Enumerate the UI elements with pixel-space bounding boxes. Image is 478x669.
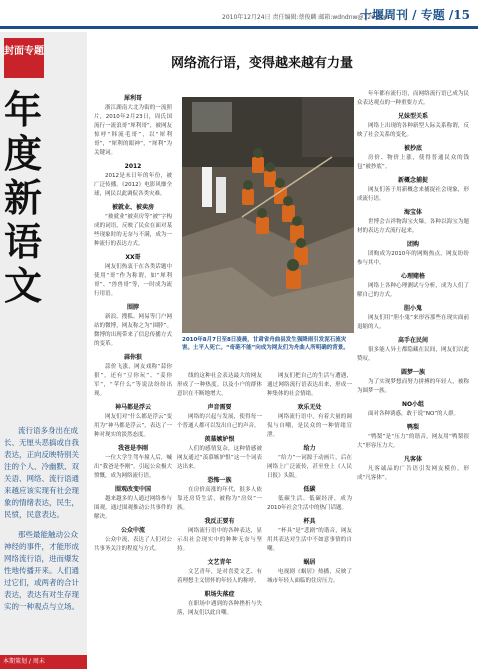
section-paragraph: 网友们善于用新概念来捕捉社会现象，形成流行语。	[357, 187, 469, 202]
section-paragraph: 在职场中遇到的各种挫折与失落，网友们以此自嘲。	[177, 601, 262, 616]
text-column-3	[267, 372, 352, 662]
section-tag: 封面专题	[4, 38, 44, 78]
section-heading: 被抄底	[403, 145, 422, 152]
section-paragraph: “鸭梨”是“压力”的谐音，网友用“鸭梨很大”形容压力大。	[357, 434, 469, 449]
section-paragraph: 在房价高涨的年代，很多人依靠还房贷生活，被称为“房奴”一族。	[177, 487, 262, 511]
section-paragraph: 很多能人异士都隐藏在民间，网友们以此赞叹。	[357, 347, 469, 362]
section-heading: 兄妹型关系	[397, 113, 428, 120]
text-column-2	[177, 372, 262, 662]
section-paragraph: 网络上出现的各种新型人际关系称谓，反映了社会关系的变化。	[357, 123, 469, 138]
text-column-4	[357, 90, 469, 665]
left-sidebar	[0, 32, 87, 669]
section-paragraph: 越来越多的人通过网络参与围观，通过围观推动公共事件的解决。	[94, 496, 172, 520]
section-heading: NO小组	[401, 401, 425, 408]
rescue-scene-image	[182, 97, 354, 333]
section-paragraph: 新浪、搜狐、网易等门户网站的微博，网友称之为“围脖”。微博的出现带来了信息传播方式的变革。	[94, 314, 172, 347]
section-heading: 心理赌格	[400, 273, 425, 280]
section-paragraph: “被就业”被卖房等“被”字构成的词语，反映了民众在面对某些现象时的无奈与不满，成为一种流行的表达方式。	[94, 214, 172, 247]
text-column-1	[94, 90, 172, 665]
section-heading: 给力	[303, 445, 316, 452]
intro-paragraph-1: 流行语多身出在成长、无厘头恶搞或自我表达，正向反映特别关注的个人、冷幽默、双关语、网络、流行语通来越应该实现有社会现象的情绪表达，民生，民愤，民意表达。	[4, 426, 79, 519]
section-heading: 职场失落症	[204, 591, 235, 598]
section-paragraph: 网络上各种心理测试与分析，成为人们了解自己的方式。	[357, 283, 469, 298]
news-photo	[182, 97, 354, 333]
section-heading: 海宝体	[403, 209, 422, 216]
section-paragraph: 网友们热衷于在各类话题中使用“哥”作为称谓，如“犀利哥”、“兽兽哥”等，一时成为流行用语。	[94, 264, 172, 297]
section-paragraph: 网络流行语中的各种表达，显示出社会现实中的种种无奈与坚持。	[177, 528, 262, 552]
section-paragraph: 线的这种社会表达最大的网友形成了一种热度。以及小户的群体意识在不断地增大。	[177, 373, 262, 397]
section-heading: 胆小鬼	[403, 305, 422, 312]
section-paragraph: 文艺青年，是对喜爱文艺、有着理想主义情怀的年轻人的称呼。	[177, 569, 262, 584]
section-heading: 恐怖一族	[207, 477, 232, 484]
section-paragraph: 低碳生活、低碳经济，成为2010年社会生活中的热门话题。	[267, 496, 352, 511]
photo-caption: 2010年8月7日至8日凌晨，甘肃省舟曲县发生强降雨引发泥石流灾害。土平人死亡。“奇葩不能”向成为网友们为舟曲人所明确的背景。	[182, 337, 349, 351]
big-title: 年度新语文	[4, 87, 43, 308]
section-heading: 蒜你狠	[123, 354, 142, 361]
section-paragraph: 公众中流，表达了人们对公共事务关注的程度与方式。	[94, 537, 172, 552]
section-heading: XX哥	[125, 254, 141, 261]
section-heading: 围观改变中国	[114, 486, 151, 493]
section-paragraph: 蒜价飞涨，网友戏称“蒜你狠”，还有“豆你玩”、“姜你军”，“苹什么”等说法纷纷出现。	[94, 364, 172, 397]
section-paragraph: 世博会吉祥物海宝火爆，各种以海宝为题材的表达方式流行起来。	[357, 219, 469, 234]
section-paragraph: 团购成为2010年的网购热点，网友纷纷参与其中。	[357, 251, 469, 266]
header-brand: 十堰周刊 / 专题 /15	[360, 8, 470, 22]
section-heading: 鸭梨	[406, 424, 419, 431]
section-heading: 凡客体	[403, 456, 422, 463]
section-heading: 围脖	[126, 304, 139, 311]
section-heading: 圆梦一族	[400, 369, 425, 376]
section-paragraph: 房价、物价上涨，使得普通民众的钱包“被抄底”。	[357, 155, 469, 170]
section-heading: 欢乐无处	[297, 404, 322, 411]
section-paragraph: 浙江湖南大北为街的一流照片，2010年2月23日，周氏国流行一流浪哥“犀利哥”，被网友惊呼“韩流毛哥”，以“犀利哥”，“犀利的眼神”，“犀利”为关键词。	[94, 105, 172, 156]
section-paragraph: 网友们对“什么都是浮云”变用为“神马都是浮云”，表达了一种对现实的淡然态度。	[94, 414, 172, 438]
section-heading: 文艺青年	[207, 559, 232, 566]
section-paragraph: 网络流行语中，有着大量的调侃与自嘲，是民众的一种情绪宣泄。	[267, 414, 352, 438]
section-heading: 神马都是浮云	[114, 404, 151, 411]
section-paragraph: 人们的感情复杂，这种情感被网友通过“羡慕嫉妒恨”这一个词表达出来。	[177, 446, 262, 470]
section-paragraph: “给力”一词源于动画片，后在网络上广泛流传，甚至登上《人民日报》头版。	[267, 455, 352, 479]
section-heading: 低碳	[303, 486, 316, 493]
section-paragraph: 电视剧《蜗居》热播，反映了城市年轻人面临的住房压力。	[267, 569, 352, 584]
header-info: 2010年12月24日 责任编辑:蔡俊麟 邮箱:wdndnw@126.com	[222, 14, 390, 21]
section-paragraph: “杯具”是“悲剧”的谐音，网友用其表达对生活中不如意事情的自嘲。	[267, 528, 352, 552]
section-heading: 声音需要	[207, 404, 232, 411]
section-heading: 被就业、被卖房	[111, 204, 154, 211]
section-heading: 公众中流	[120, 527, 145, 534]
section-heading: 犀利哥	[123, 95, 142, 102]
section-heading: 羡慕嫉妒恨	[204, 436, 235, 443]
section-heading: 我反正要有	[204, 518, 235, 525]
section-paragraph: 凡客诚品的广告语引发网友模仿，形成“凡客体”。	[357, 466, 469, 481]
article-title: 网络流行语，变得越来越有力量	[170, 56, 353, 71]
section-paragraph: 网友们用“胆小鬼”来形容那些在现实面前退缩的人。	[357, 315, 469, 330]
section-paragraph: 网友们把自己的生活与遭遇，通过网络流行语表达出来，形成一种集体的社会情绪。	[267, 373, 352, 397]
editor-credit: 本期策划 / 周未	[0, 655, 87, 669]
section-paragraph: 为了实现梦想而努力拼搏的年轻人，被称为圆梦一族。	[357, 379, 469, 394]
section-paragraph: 一位大学生驾车撞人后，喊出“我爸是李刚”，引起公众极大愤慨，成为网络流行语。	[94, 455, 172, 479]
page-header	[0, 0, 478, 30]
section-heading: 蜗居	[303, 559, 316, 566]
section-heading: 新概念捕捉	[397, 177, 428, 184]
section-paragraph: 面对各种诱惑，敢于说“NO”的人群。	[368, 411, 460, 417]
section-heading: 我爸是李刚	[117, 445, 148, 452]
section-paragraph: 年年都有流行语，而网络流行语已成为民众表达观点的一种重要方式。	[357, 91, 469, 106]
section-heading: 2012	[124, 163, 142, 170]
intro-paragraph-2: 那些最能触动公众神经的事件，才能形成网络流行语，进而爆发性地传播开来。人们通过它们，或两者的合计表达，表达有对生存现实的一种观点与立场。	[4, 530, 79, 611]
section-heading: 杯具	[303, 518, 316, 525]
intro-text	[4, 425, 82, 621]
section-heading: 高手在民间	[397, 337, 428, 344]
section-paragraph: 网络的兴起与发展，使得每一个普通人都可以发出自己的声音。	[177, 414, 262, 429]
section-heading: 团购	[406, 241, 419, 248]
header-rule	[0, 26, 478, 29]
section-paragraph: 2012是末日年的年份，被广泛传播。《2012》电影风靡全球，网民以此调侃各类灾难。	[94, 173, 172, 197]
